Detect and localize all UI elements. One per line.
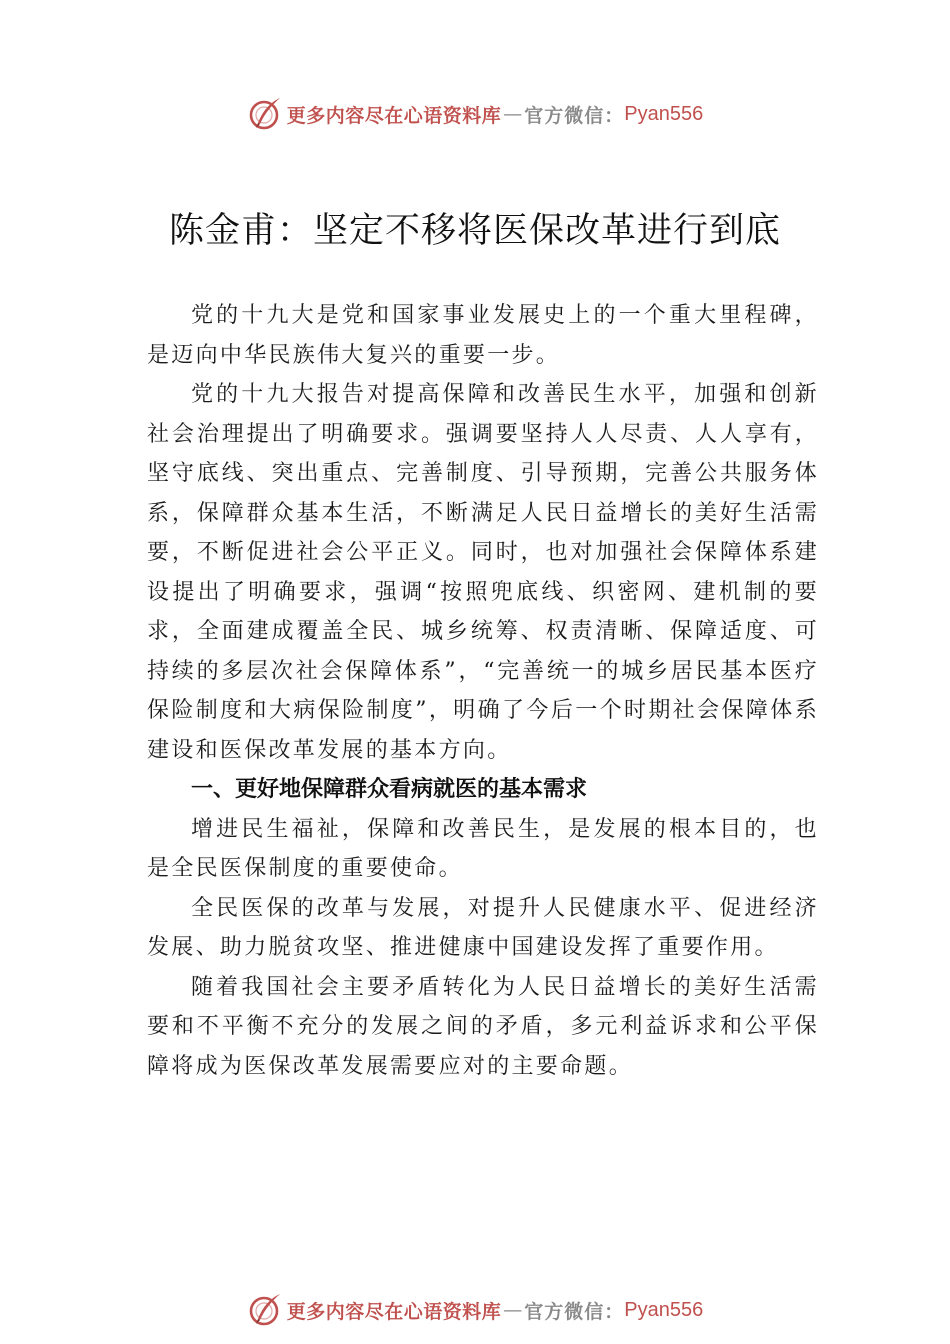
banner-separator: — [503,103,523,125]
top-banner [0,94,950,134]
body-paragraph: 党的十九大是党和国家事业发展史上的一个重大里程碑，是迈向中华民族伟大复兴的重要一步。 [147,303,819,368]
body-paragraph: 随着我国社会主要矛盾转化为人民日益增长的美好生活需要和不平衡不充分的发展之间的矛盾，多元利益诉求和公平保障将成为医保改革发展需要应对的主要命题。 [147,974,819,1079]
page-title: 陈金甫：坚定不移将医保改革进行到底 [168,211,781,251]
banner-wechat-id: Pyan556 [624,102,704,125]
pen-quill-logo-icon [247,96,283,132]
body-paragraph: 党的十九大报告对提高保障和改善民生水平，加强和创新社会治理提出了明确要求。强调要坚持人人尽责、人人享有，坚守底线、突出重点、完善制度、引导预期，完善公共服务体系，保障群众基本生活，不断满足人民日益增长的美好生活需要，不断促进社会公平正义。同时，也对加强社会保障体系建设提出了明确要求，强调“按照兜底线、织密网、建机制的要求，全面建成覆盖全民、城乡统筹、权责清晰、保障适度、可持续的多层次社会保障体系”，“完善统一的城乡居民基本医疗保险制度和大病保险制度”，明确了今后一个时期社会保障体系建设和医保改革发展的基本方向。 [147,382,819,763]
bottom-banner [0,1290,950,1330]
banner-wechat-label: 官方微信： [524,104,625,127]
banner-separator: — [503,1299,523,1321]
body-paragraph: 增进民生福祉，保障和改善民生，是发展的根本目的，也是全民医保制度的重要使命。 [147,816,819,881]
document-body [147,296,819,1086]
pen-quill-logo-icon [247,1292,283,1328]
banner-wechat-id: Pyan556 [624,1298,704,1321]
section-heading: 一、更好地保障群众看病就医的基本需求 [191,777,588,802]
banner-brand-text: 更多内容尽在心语资料库 [286,104,502,127]
body-paragraph: 全民医保的改革与发展，对提升人民健康水平、促进经济发展、助力脱贫攻坚、推进健康中国建设发挥了重要作用。 [147,895,819,960]
banner-wechat-label: 官方微信： [524,1300,625,1323]
banner-brand-text: 更多内容尽在心语资料库 [286,1300,502,1323]
